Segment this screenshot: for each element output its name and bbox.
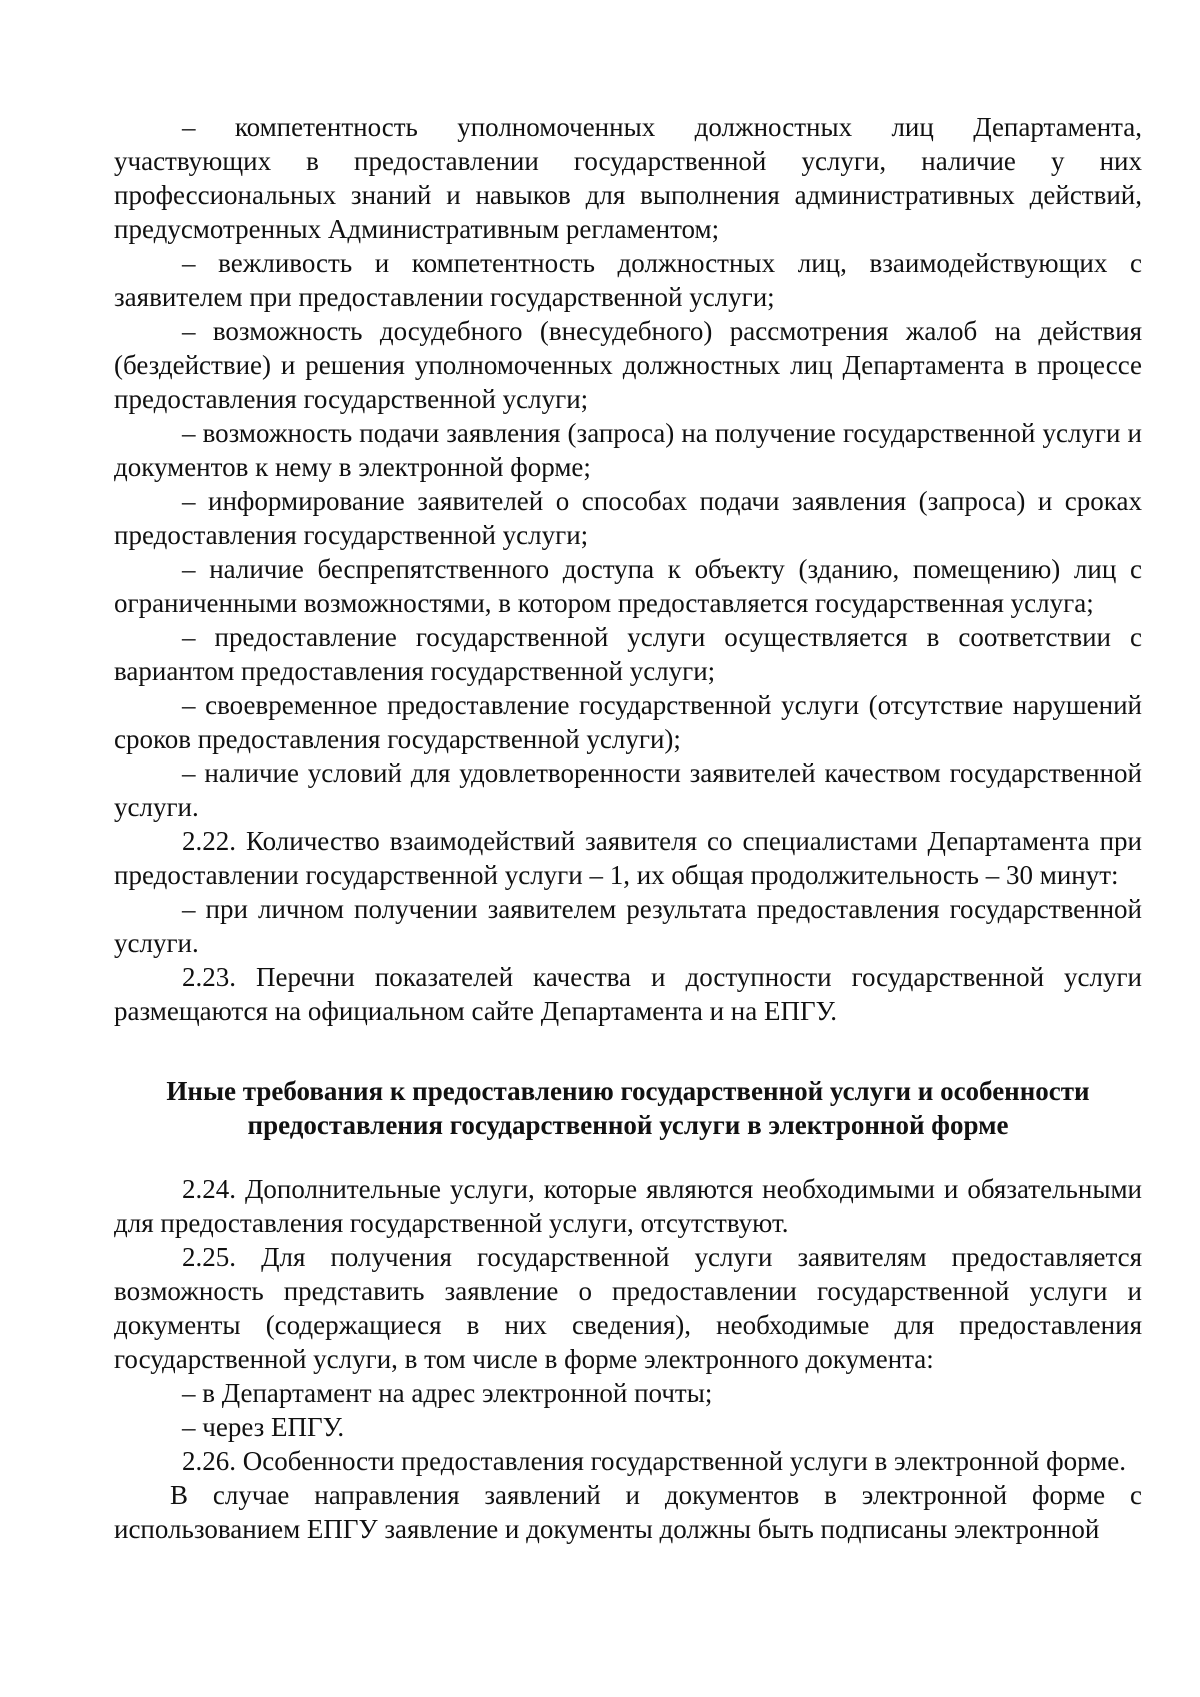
list-item: – при личном получении заявителем результата предоставления государственной услуги. — [114, 894, 1142, 958]
list-item: – возможность подачи заявления (запроса) на получение государственной услуги и документов к нему в электронной форме; — [114, 418, 1142, 482]
clause-2-22: 2.22. Количество взаимодействий заявителя со специалистами Департамента при предоставлении государственной услуги – 1, их общая продолжительность – 30 минут: — [114, 826, 1142, 890]
clause-2-25: 2.25. Для получения государственной услуги заявителям предоставляется возможность представить заявление о предоставлении государственной услуги и документы (содержащиеся в них сведения), необходимые для предоставления государственной услуги, в том числе в форме электронного документа: — [114, 1242, 1142, 1374]
list-item: – компетентность уполномоченных должностных лиц Департамента, участвующих в предоставлении государственной услуги, наличие у них профессиональных знаний и навыков для выполнения административных действий, предусмотренных Административным регламентом; — [114, 112, 1142, 244]
list-item: – наличие беспрепятственного доступа к объекту (зданию, помещению) лиц с ограниченными возможностями, в котором предоставляется государственная услуга; — [114, 554, 1142, 618]
list-item: – вежливость и компетентность должностных лиц, взаимодействующих с заявителем при предоставлении государственной услуги; — [114, 248, 1142, 312]
list-item: – предоставление государственной услуги осуществляется в соответствии с вариантом предоставления государственной услуги; — [114, 622, 1142, 686]
document-page — [114, 110, 1142, 1546]
list-item: – в Департамент на адрес электронной почты; — [182, 1378, 713, 1408]
clause-2-24: 2.24. Дополнительные услуги, которые являются необходимыми и обязательными для предоставления государственной услуги, отсутствуют. — [114, 1174, 1142, 1238]
list-item: – наличие условий для удовлетворенности заявителей качеством государственной услуги. — [114, 758, 1142, 822]
list-item: – своевременное предоставление государственной услуги (отсутствие нарушений сроков предоставления государственной услуги); — [114, 690, 1142, 754]
list-item: – возможность досудебного (внесудебного) рассмотрения жалоб на действия (бездействие) и решения уполномоченных должностных лиц Департамента в процессе предоставления государственной услуги; — [114, 316, 1142, 414]
body-paragraph: В случае направления заявлений и документов в электронной форме с использованием ЕПГУ заявление и документы должны быть подписаны электронной — [114, 1480, 1142, 1544]
section-heading-line-1: Иные требования к предоставлению государственной услуги и особенности — [166, 1076, 1090, 1106]
clause-2-26: 2.26. Особенности предоставления государственной услуги в электронной форме. — [182, 1446, 1127, 1476]
section-heading-line-2: предоставления государственной услуги в электронной форме — [247, 1110, 1009, 1140]
list-item: – через ЕПГУ. — [182, 1412, 345, 1442]
list-item: – информирование заявителей о способах подачи заявления (запроса) и сроках предоставления государственной услуги; — [114, 486, 1142, 550]
section-heading — [114, 1074, 1142, 1142]
clause-2-23: 2.23. Перечни показателей качества и доступности государственной услуги размещаются на официальном сайте Департамента и на ЕПГУ. — [114, 962, 1142, 1026]
